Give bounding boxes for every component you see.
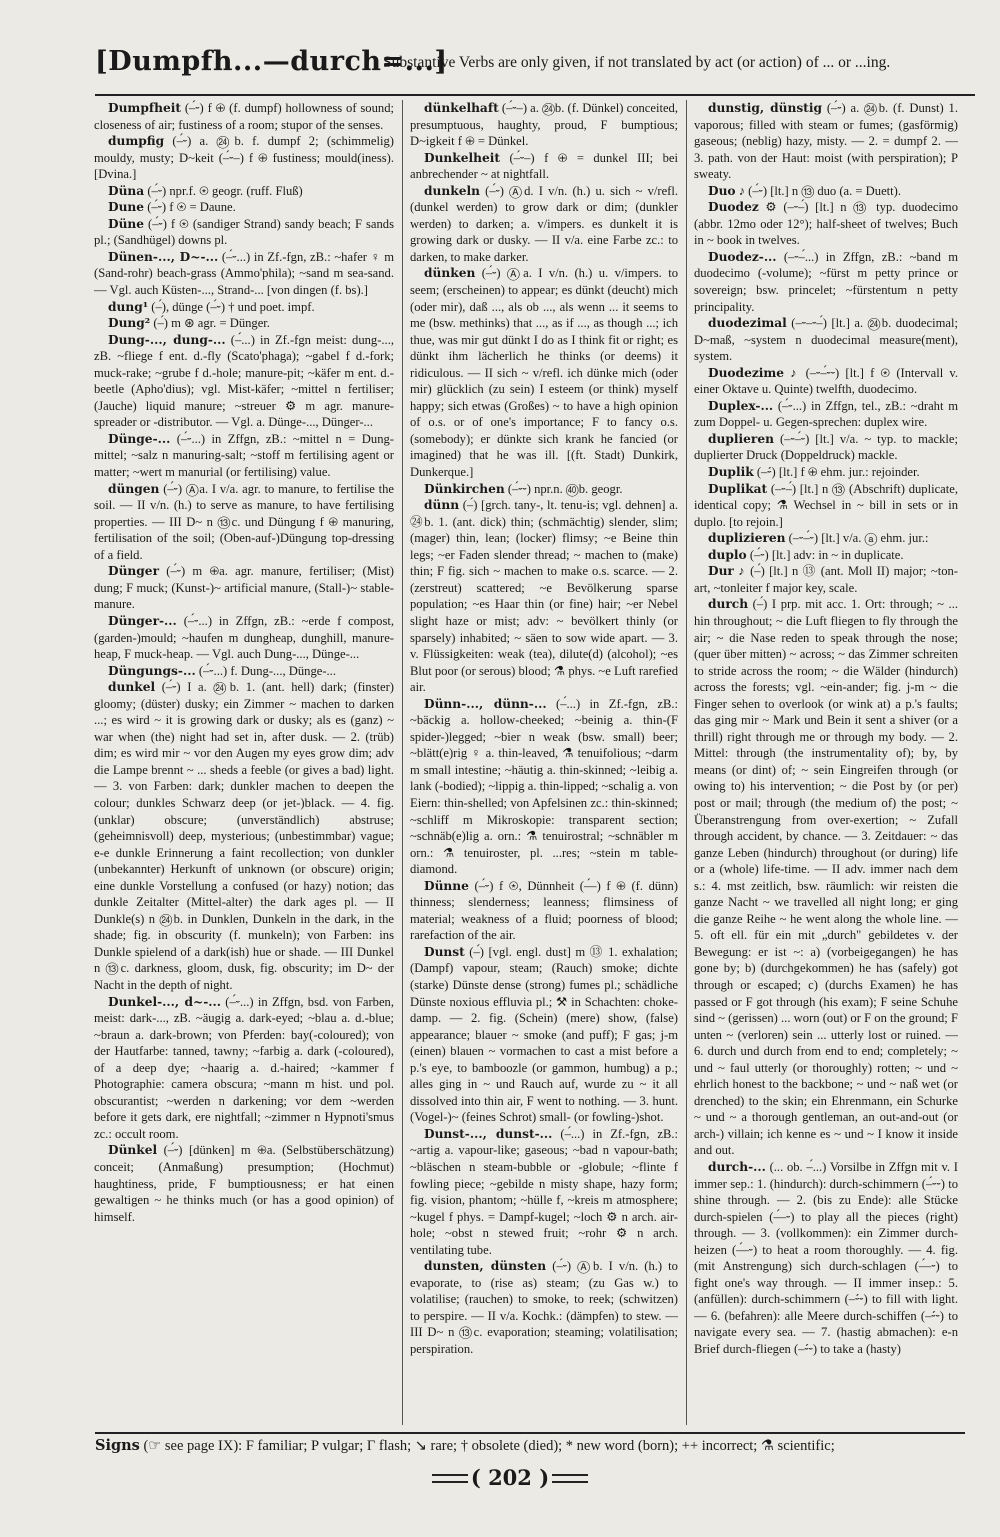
entry-definition: (–́...) in Zf.-fgn, zB.: ~bäckig a. hollow-cheeked; ~beinig a. thin-(F spider-)legged; ~bier n weak (bsw. small) beer; ~blätt(e)rig ♀ a. thin-leaved, ⚗ tenuifolious; ~darm m small intestine; ~häutig a. thin-skinned; ~leibig a. lank (-bodied); ~lippig a. thin-lipped; ~schalig a. von Eiern: thin-shelled; von Apfelsinen zc.: thin-skinned; ~schliff m Mikroskopie: transparent section; ~schnäb(e)lig a. orn.: ⚗ tenuirostral; ~schnäbler m orn.: ⚗ tenuiroster, pl. ...res; ~stein m table-diamond. (410, 696, 678, 877)
entry-definition: (–́) m ⊛ agr. = Dünger. (153, 316, 270, 331)
entry-headword: dumpfig (108, 134, 165, 149)
dictionary-entry (694, 100, 958, 183)
entry-definition: (–́⏑...) in Zffgn, bsd. von Farben, meist: dark-..., zB. ~äugig a. dark-eyed; ~blau a. d.-blue; ~braun a. dark-brown; von Pferden: bay(-coloured); von der Hautfarbe: tanned, tawny; ~farbig a. dark (-coloured), of a deep dye; ~haarig a. d.-haired; ~kammer f Photographie: camera obscura; ~mann m hist. und pol. obscurantist; ~werden n darkening; vor dem ~werden before it gets dark, ere nightfall; ~zimmer n Hypnoti'smus zc.: occult room. (94, 994, 394, 1141)
entry-definition: (–́) [vgl. engl. dust] m ⑬ 1. exhalation; (Dampf) vapour, steam; (Rauch) smoke; dichte (starke) Dünste dense (strong) fumes pl.; schädliche Dünste noxious effluvia pl.; ⚒ in Schachten: choke-damp. — 2. fig. (Schein) (mere) show, (false) appearance; blauer ~ smoke (and puff); F gas; j-m (einen) blauen ~ vormachen to cast a mist before a p.'s eye, to bamboozle (or gammon, humbug) a p.; alles ging in ~ und Rauch auf, wurde zu ~ it all dissolved into thin air, F went to nothing. — 3. hunt. (Vogel-)~ (feines Schrot) small- (or fowling-)shot. (410, 944, 678, 1125)
dictionary-entry (94, 216, 394, 249)
entry-definition: (–́⏑) f ⊛ (sandiger Strand) sandy beach; F sands pl.; (Sandhügel) downs pl. (94, 216, 394, 248)
entry-headword: Duplex-... (708, 398, 774, 413)
entry-headword: Düngungs-... (108, 663, 196, 678)
dictionary-entry (410, 265, 678, 480)
dictionary-entry (94, 315, 394, 332)
dictionary-entry (94, 199, 394, 216)
entry-definition: (–́⏑) f ⊕ (f. dumpf) hollowness of sound; closeness of air; fustiness of a room; stupor of the senses. (94, 101, 394, 132)
entry-definition: (–́...) in Zf.-fgn, zB.: ~artig a. vapour-like; gaseous; ~bad n vapour-bath; ~bläschen n steam-bubble or -globule; ~flinte f fowling piece; ~gebilde n misty shape, hazy form; fig. vision, phantom; ~hülle f, ~kreis m atmosphere; ~kugel f phys. = Dampf-kugel; ~loch ⚙ n arch. air-hole; ~obst n stewed fruit; ~rohr ⚙ n arch. ventilating tube. (410, 1126, 678, 1257)
entry-definition: (–́⏑) [lt.] adv: in ~ in duplicate. (749, 547, 904, 562)
entry-headword: Duplikat (708, 481, 768, 496)
entry-headword: Düna (108, 183, 145, 198)
entry-headword: Dünkel (108, 1143, 158, 1158)
dictionary-entry (410, 481, 678, 498)
entry-definition: (–́) [grch. tany-, lt. tenu-is; vgl. dehnen] a. ㉔b. 1. (ant. dick) thin; (schmächtig) slender, slim; (mager) thin, lean; (locker) flimsy; ~e Beine thin legs; ~er Faden slender thread; ~ machen to (make) thin; F fig. sich ~ machen to make o.s. scarce. — 2. (zerstreut) scattered; ~e Bevölkerung sparse population; ~es Haar thin (or fine) hair; ~er Nebel slight haze or mist; adv: ~ bevölkert thinly (or sparsely) inhabited; ~ säen to sow wide apart. — 3. v. Flüssigkeiten: weak (tea), dilute(d) (alcohol); ~es Blut poor (or serous) blood; ⚗ phys. ~e Luft rarefied air. (410, 498, 678, 695)
signs-legend (95, 1437, 965, 1455)
entry-definition: ♪ (–⏑–́⏑⏑) [lt.] f ⊛ (Intervall v. einer Oktave u. Quinte) twelfth, duodecimo. (694, 365, 958, 397)
dictionary-entry (694, 464, 958, 481)
dictionary-entry (410, 100, 678, 150)
entry-definition: (... ob. –́...) Vorsilbe in Zffgn mit v. I immer sep.: 1. (hindurch): durch-schimmern (–́⏑⏑) to shine through. — 2. (bis zu Ende): alle Stücke durch-spielen (–́–⏑) to play all the pieces (right) through. — 3. (vollkommen): ein Zimmer durch-heizen (–́–⏑) to heat a room thoroughly. — 4. fig. (mit Anstrengung) sich durch-schlagen (–́–⏑) to fight one's way through. — II immer insep.: 5. (anfüllen): durch-schimmern (–⏑́⏑) to fill with light. — 6. (befahren): alle Meere durch-schiffen (–⏑́⏑) to navigate every sea. — 7. (hastig abmachen): e-n Brief durch-fliegen (–⏑́⏑) to take a (hasty) (694, 1160, 958, 1357)
dictionary-entry (94, 613, 394, 663)
entry-definition: (–⏑–́⏑) [lt.] v/a. ⓐ ehm. jur.: (788, 531, 929, 546)
entry-headword: Dunst-..., dunst-... (424, 1126, 553, 1141)
entry-definition: ♪ (–́) [lt.] n ⑬ (ant. Moll II) major; ~ton-art, ~tonleiter f major key, scale. (694, 564, 958, 595)
dictionary-entry (94, 332, 394, 431)
entry-headword: dunsten, dünsten (424, 1259, 547, 1274)
dictionary-entry (410, 183, 678, 266)
dictionary-entry (94, 183, 394, 200)
entry-headword: Dunkel-..., d~-... (108, 994, 222, 1009)
dictionary-entry (94, 133, 394, 183)
entry-definition: (–⏑–́) [lt.] n ⑬ (Abschrift) duplicate, identical copy; ⚗ Wechsel in ~ bill in sets or in duplo. [to rejoin.] (694, 481, 958, 529)
entry-definition: (–́), dünge (–́⏑) † und poet. impf. (151, 299, 315, 314)
column-middle (410, 100, 678, 1425)
entry-headword: Dünne (424, 878, 469, 893)
entry-headword: Dung² (108, 316, 151, 331)
dictionary-entry (410, 150, 678, 183)
dictionary-entry (410, 1126, 678, 1258)
entry-headword: duplo (708, 547, 747, 562)
entry-headword: duplizieren (708, 531, 786, 546)
dictionary-entry (694, 596, 958, 1159)
entry-headword: Duodez-... (708, 249, 777, 264)
entry-definition: (–́⏑...) in Zffgn, tel., zB.: ~draht m zum Doppel- u. Gegen-sprechen: duplex wire. (694, 398, 958, 430)
entry-definition: (–́⏑–) a. ㉔b. (f. Dünkel) conceited, presumptuous, haughty, proud, F bumptious; D~igkeit f ⊕ = Dünkel. (410, 101, 678, 149)
dictionary-entry (94, 679, 394, 993)
entry-headword: Dünkirchen (424, 481, 505, 496)
entry-headword: Duplik (708, 465, 754, 480)
dictionary-entry (410, 497, 678, 696)
entry-headword: dunkel (108, 680, 156, 695)
dictionary-entry (410, 696, 678, 878)
dictionary-entry (94, 431, 394, 481)
dictionary-entry (694, 547, 958, 564)
dictionary-entry (694, 431, 958, 464)
entry-headword: Dunkelheit (424, 150, 500, 165)
entry-headword: Dünger (108, 564, 159, 579)
dictionary-entry (94, 481, 394, 564)
entry-headword: dunstig, dünstig (708, 101, 822, 115)
dictionary-entry (694, 199, 958, 249)
entry-headword: duplieren (708, 431, 774, 446)
column-left (94, 100, 394, 1425)
entry-definition: (–́⏑) I a. ㉔b. 1. (ant. hell) dark; (finster) gloomy; (düster) dusky; ein Zimmer ~ machen to darken ...; es wird ~ it is growing dark or dusky; als es (ganz) ~ war when (the) night had set in, after dusk. — 2. (trüb) dim; es wird mir ~ vor den Augen my eyes grow dim; adv die Lampe brennt ~ ... sheds a feeble (or gives a bad) light. — 3. von Farben: dark; dunkler machen to deepen the colour; dunkles Schwarz deep (or jet-)black. — 4. fig. (unklar) obscure; (unverständlich) abstruse; (geheimnisvoll) deep, mysterious; (unbestimmbar) vague; e-e dunkle Erinnerung a faint recollection; von dunkler (unbekannter) Herkunft of unknown (or obscure) origin; eine dunkle Vorstellung a confused (or hazy) notion; das dunkle Zeitalter (Mittel-alter) the dark ages pl. — II Dunkle(s) n ㉔b. in Dunklen, Dunkeln in the dark, in the shade; fig. in obscurity (f. munkeln); von Farben: ins Dunkle spielend of a dark(ish) hue or shade. — III Dunkel n ⑬c. darkness, gloom, dusk, fig. obscurity; im D~ der Nacht in the depth of night. (94, 680, 394, 992)
page-number: ( 202 ) (440, 1465, 580, 1490)
entry-headword: Dünn-..., dünn-... (424, 696, 547, 711)
entry-definition: (–́⏑...) in Zffgn, zB.: ~mittel n = Dung-mittel; ~salz n manuring-salt; ~stoff m fertilising agent or matter; ~wert m manurial (or fertilising) value. (94, 431, 394, 480)
dictionary-entry (694, 315, 958, 365)
entry-headword: durch-... (708, 1160, 766, 1174)
entry-definition: (–́) I prp. mit acc. 1. Ort: through; ~ ... hin throughout; ~ die Luft fliegen to fly through the air; ~ die Nase reden to speak through the nose; (quer über mitten) ~ across; ~ das Zimmer schreiten to stride across the room; ~ die Wälder (hindurch) across the forests; vgl. ~ein-ander; fig. j-m ~ die Finger sehen to overlook (or wink at) a p.'s faults; das ging mir ~ Mark und Bein it sent a shiver (or a thrill) right through me or through my body. — 2. Mittel: through (the instrumentality of); by, by means (or dint) of; ~ sein Eingreifen through (or owing to) his intervention; ~ die Post by (or per) post or mail; through (the medium of) the post; ~ Überanstrengung from over-exertion; ~ Zufall through accident, by chance. — 3. Zeitdauer: ~ das ganze Leben (hindurch) throughout (or during) life or a (whole) life-time. — II adv. immer nach dem s.: 4. mst zeitlich, bsw. räumlich: wir reisten die ganze Nacht ~ we travelled all night long; er ging die ganze Reihe ~ he went along the whole line. — 5. oft ell. für ein mit „durch" gebildetes v. der Bewegung: er ist ~: a) (vorbeigegangen) he has gone by; b) (durchgekommen) he has (safely) got through or escaped; c) (durchs Examen) he has passed or F got through (his exam); F seine Schuhe sind ~ (gerissen) ... worn (out) or F on the ground; F unten ~ (verloren) sein ... utterly lost or ruined. — 6. durch und durch from end to end; completely; ~ und ~ faul utterly (or thoroughly) rotten; ~ und ~ ehrlich honest to the backbone; ~ und ~ naß wet (or drenched) to the skin; ein Ehrenmann, ein Schurke ~ und ~ a thorough gentleman, an out-and-out (or arch-) villain; ich kenne es ~ und ~ I know it inside and out. (694, 597, 958, 1158)
entry-headword: Dumpfheit (108, 101, 181, 115)
dictionary-entry (694, 563, 958, 596)
entry-headword: Dune (108, 200, 145, 215)
dictionary-entry (94, 994, 394, 1143)
dictionary-entry (410, 1258, 678, 1357)
entry-definition: ♪ (–́⏑) [lt.] n ⑬ duo (a. = Duett). (738, 183, 902, 198)
column-divider (402, 100, 403, 1425)
entry-headword: Dur (708, 564, 734, 579)
entry-definition: (–́⏑⏑) npr.n. ㊵b. geogr. (507, 481, 623, 496)
column-divider (686, 100, 687, 1425)
footer-divider (95, 1432, 965, 1434)
entry-definition: (–́⏑) a. ㉔b. (f. Dunst) 1. vaporous; filled with steam or fumes; (gasförmig) gaseous; (neblig) hazy, misty. — 2. = dumpf 2. — 3. path. von der Haut: moist (with perspiration); P sweaty. (694, 101, 958, 182)
entry-headword: dung¹ (108, 299, 149, 314)
entry-headword: dünkelhaft (424, 101, 499, 115)
dictionary-entry (94, 663, 394, 680)
entry-headword: düngen (108, 481, 160, 496)
entry-definition: (–⏑́) [lt.] f ⊕ ehm. jur.: rejoinder. (756, 465, 920, 480)
dictionary-entry (94, 299, 394, 316)
entry-headword: durch (708, 597, 749, 612)
entry-definition: (–́⏑) npr.f. ⊛ geogr. (ruff. Fluß) (147, 183, 303, 198)
dictionary-entry (694, 1159, 958, 1358)
entry-headword: Duodezime (708, 365, 785, 380)
dictionary-entry (94, 563, 394, 613)
entry-definition: ⚙ (–⏑–́) [lt.] n ⑬ typ. duodecimo (abbr. 12mo oder 12°); half-sheet of twelves; Buch in ~ book in twelves. (694, 200, 958, 248)
signs-label: Signs (95, 1437, 140, 1454)
entry-definition: (–́⏑...) in Zffgn, zB.: ~erde f compost, (garden-)mould; ~haufen m dungheap, dunghill, manure-heap, F muck-heap. — Vgl. auch Dung-..., Dünge-... (94, 613, 394, 662)
entry-definition: (–́⏑) m ⊕a. agr. manure, fertiliser; (Mist) dung; F muck; (Kunst-)~ artificial manure, (Stall-)~ stable-manure. (94, 564, 394, 612)
entry-definition: (–́⏑...) in Zf.-fgn, zB.: ~hafer ♀ m (Sand-rohr) beach-grass (Ammo'phila); ~sand m sea-sand. — Vgl. auch Küsten-..., Strand-... [von dingen (f. bs).] (94, 249, 394, 298)
dictionary-entry (94, 1142, 394, 1225)
entry-definition: (–́⏑) a. ㉔b. f. dumpf 2; (schimmelig) mouldy, musty; D~keit (–́⏑–) f ⊕ fustiness; mould(iness). [Dvina.] (94, 134, 394, 182)
entry-headword: Dünen-..., D~-... (108, 249, 219, 264)
entry-definition: (–́⏑) [dünken] m ⊕a. (Selbstüberschätzung) conceit; (Anmaßung) presumption; (Hochmut) haughtiness, pride, F bumptiousness; er hat einen gewaltigen ~ he thinks much (or has a good opinion) of himself. (94, 1143, 394, 1224)
entry-headword: duodezimal (708, 316, 787, 331)
dictionary-entry (694, 481, 958, 531)
entry-definition: (–́⏑) Ⓐd. I v/n. (h.) u. sich ~ v/refl. (dunkel werden) to grow dark or dim; (dunkler werden) to darken; a. v/impers. es dunkelt it is growing dark or dusky. — II v/a. eine Farbe zc.: to darken, to make darker. (410, 183, 678, 264)
page-header (95, 42, 975, 96)
entry-definition: (–⏑–⏑–́) [lt.] a. ㉔b. duodecimal; D~maß, ~system n duodecimal measure(ment), system. (694, 316, 958, 364)
dictionary-entry (410, 878, 678, 944)
column-right (694, 100, 958, 1425)
entry-definition: (–́⏑–) f ⊕ = dunkel III; bei anbrechender ~ at nightfall. (410, 150, 678, 182)
dictionary-entry (694, 530, 958, 547)
running-head: [Dumpfh...—durch=...] (95, 46, 448, 77)
dictionary-entry (94, 249, 394, 299)
entry-headword: dünn (424, 498, 460, 513)
header-note: Substantive Verbs are only given, if not translated by act (or action) of ... or ...ing. (383, 54, 891, 71)
entry-headword: Dunst (424, 944, 465, 959)
entry-definition: (–́⏑) f ⊛ = Daune. (147, 200, 236, 215)
dictionary-entry (694, 365, 958, 398)
dictionary-entry (94, 100, 394, 133)
entry-headword: dünken (424, 266, 476, 281)
entry-headword: Düne (108, 216, 145, 231)
dictionary-entry (694, 398, 958, 431)
entry-definition: (–́⏑) f ⊛, Dünnheit (–́–) f ⊕ (f. dünn) thinness; slenderness; leanness; flimsiness of material; weakness of a fluid; poorness of blood; rarefaction of the air. (410, 878, 678, 943)
entry-definition: (–́⏑) Ⓐa. I v/a. agr. to manure, to fertilise the soil. — II v/n. (h.) to serve as manure, to have fertilising properties. — III D~ n ⑬c. und Düngung f ⊕ manuring, fertilisation of the soil; (Oben-auf-)Düngung top-dressing of a field. (94, 481, 394, 562)
entry-headword: Dünger-... (108, 613, 177, 628)
dictionary-entry (410, 944, 678, 1126)
entry-headword: Duo (708, 183, 736, 198)
entry-definition: (–́⏑) Ⓐb. I v/n. (h.) to evaporate, to (rise as) steam; (zu Gas w.) to volatilise; (rauchen) to smoke, to reek; (schwitzen) to perspire. — II v/a. Kochk.: (dämpfen) to stew. — III D~ n ⑬c. evaporation; steaming; volatilisation; perspiration. (410, 1259, 678, 1357)
signs-text: (☞ see page IX): F familiar; P vulgar; Γ flash; ↘ rare; † obsolete (died); * new word (born); ++ incorrect; ⚗ scientific; (143, 1438, 835, 1454)
entry-definition: (–⏑–́⏑) [lt.] v/a. ~ typ. to mackle; duplierter Druck (Doppeldruck) mackle. (694, 431, 958, 463)
entry-definition: (–́...) in Zf.-fgn meist: dung-..., zB. ~fliege f ent. d.-fly (Scato'phaga); ~gabel f d.-fork; muck-rake; ~grube f d.-hole; manure-pit; ~käfer m ent. d.-beetle (Apho'dius); vgl. Mist-käfer; ~mittel n fertiliser; (Jauche) liquid manure; ~streuer ⚙ m agr. manure-spreader or -distributor. — Vgl. a. Dünge-..., Dünger-... (94, 332, 394, 430)
entry-headword: Duodez (708, 200, 759, 215)
dictionary-entry (694, 183, 958, 200)
entry-headword: Dünge-... (108, 431, 171, 446)
entry-definition: (–́⏑) Ⓐa. I v/n. (h.) u. v/impers. to seem; (erscheinen) to appear; es dünkt (deucht) mich (oder mir), daß ..., als ob ..., als wenn ... it seems to me (bsw. methinks) that ..., as if ..., as though ...; ich thue, was mir gut dünkt I do as I think fit or right; es dünkt ihm lächerlich he thinks (or deems) it ridiculous. — II sich ~ v/refl. ich dünke mich (oder mir) glücklich (zu sein) I esteem (or think) myself happy; sich etwas (Großes) ~ to have a high opinion of o.s. or of one's importance; F to fancy o.s. (somebody); er dünkte sich krank he fancied (or imagined) that he was ill. [(ft. Stadt) Dunkirk, Dunkerque.] (410, 266, 678, 480)
entry-headword: Dung-..., dung-... (108, 332, 226, 347)
entry-headword: dunkeln (424, 183, 480, 198)
entry-definition: (–⏑–́...) in Zffgn, zB.: ~band m duodecimo (-volume); ~fürst m petty prince or sovereign; bsw. princelet; ~fürstentum n petty principality. (694, 249, 958, 314)
entry-definition: (–́⏑...) f. Dung-..., Dünge-... (198, 663, 336, 678)
dictionary-entry (694, 249, 958, 315)
